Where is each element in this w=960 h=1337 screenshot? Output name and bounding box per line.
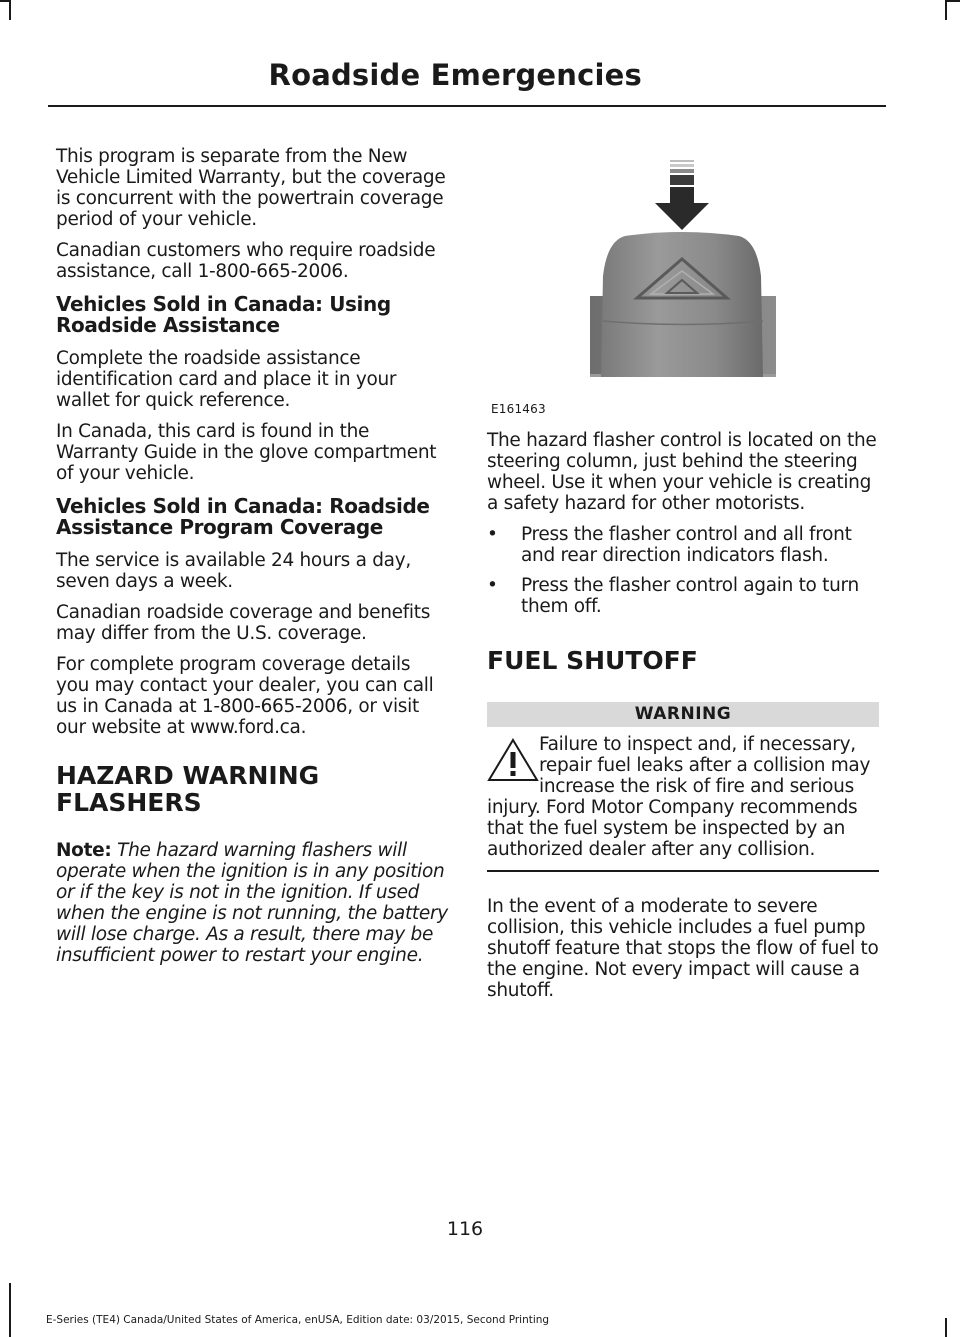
section-heading: HAZARD WARNING FLASHERS — [56, 761, 320, 817]
subheading: Vehicles Sold in Canada: Using Roadside Assistance — [56, 292, 391, 337]
warning-text: Failure to inspect and, if necessary, repair fuel leaks after a collision may increase the risk of fire and serious injury. Ford Motor Company recommends that the fuel system be inspected by an authorized dealer after any collision. — [487, 734, 871, 860]
bullet-marker: • — [487, 524, 498, 545]
paragraph: The service is available 24 hours a day, seven days a week. — [56, 550, 411, 592]
page-number: 116 — [446, 1218, 484, 1240]
page-title: Roadside Emergencies — [268, 58, 642, 92]
bullet-marker: • — [487, 575, 498, 596]
footer-edition: E-Series (TE4) Canada/United States of America, enUSA, Edition date: 03/2015, Second Printing — [46, 1314, 550, 1326]
warning-box — [487, 734, 879, 872]
paragraph: The hazard flasher control is located on the steering column, just behind the steering wheel. Use it when your vehicle is creating a safety hazard for other motorists. — [487, 430, 877, 514]
paragraph: In Canada, this card is found in the Warranty Guide in the glove compartment of your vehicle. — [56, 421, 437, 484]
paragraph: Canadian customers who require roadside assistance, call 1-800-665-2006. — [56, 240, 436, 282]
button-cap — [601, 232, 763, 377]
warning-header: WARNING — [487, 702, 879, 727]
left-column — [56, 146, 448, 976]
paragraph: This program is separate from the New Vehicle Limited Warranty, but the coverage is concurrent with the powertrain coverage period of your vehicle. — [56, 146, 446, 230]
crop-mark — [945, 0, 947, 20]
hazard-button-figure — [487, 146, 878, 416]
press-arrow-icon — [655, 160, 709, 230]
right-column — [487, 430, 879, 1011]
section-heading: FUEL SHUTOFF — [487, 646, 698, 675]
paragraph: For complete program coverage details you may contact your dealer, you can call us in Canada at 1-800-665-2006, or visit our website at www.ford.ca. — [56, 654, 434, 738]
list-item-text: Press the flasher control and all front and rear direction indicators flash. — [521, 524, 852, 566]
warning-triangle-icon — [487, 738, 539, 786]
crop-mark — [0, 0, 9, 2]
list-item — [487, 524, 879, 566]
header-rule — [48, 105, 886, 107]
crop-mark — [9, 0, 11, 20]
subheading: Vehicles Sold in Canada: Roadside Assistance Program Coverage — [56, 494, 430, 539]
figure-code: E161463 — [491, 402, 546, 416]
paragraph: Complete the roadside assistance identification card and place it in your wallet for quick reference. — [56, 348, 397, 411]
paragraph: In the event of a moderate to severe collision, this vehicle includes a fuel pump shutoff feature that stops the flow of fuel to the engine. Not every impact will cause a shutoff. — [487, 896, 879, 1001]
crop-mark — [947, 0, 960, 2]
note — [56, 840, 448, 966]
list-item-text: Press the flasher control again to turn them off. — [521, 575, 859, 617]
crop-mark — [945, 1318, 947, 1337]
note-text: The hazard warning flashers will operate when the ignition is in any position or if the key is not in the ignition. If used when the engine is not running, the battery will lose charge. As a result, there may be insufficient power to restart your engine. — [56, 840, 448, 966]
crop-mark — [9, 1283, 11, 1337]
note-label: Note: — [56, 840, 112, 861]
paragraph: Canadian roadside coverage and benefits may differ from the U.S. coverage. — [56, 602, 431, 644]
hazard-button-illustration — [487, 146, 878, 396]
list-item — [487, 575, 879, 617]
